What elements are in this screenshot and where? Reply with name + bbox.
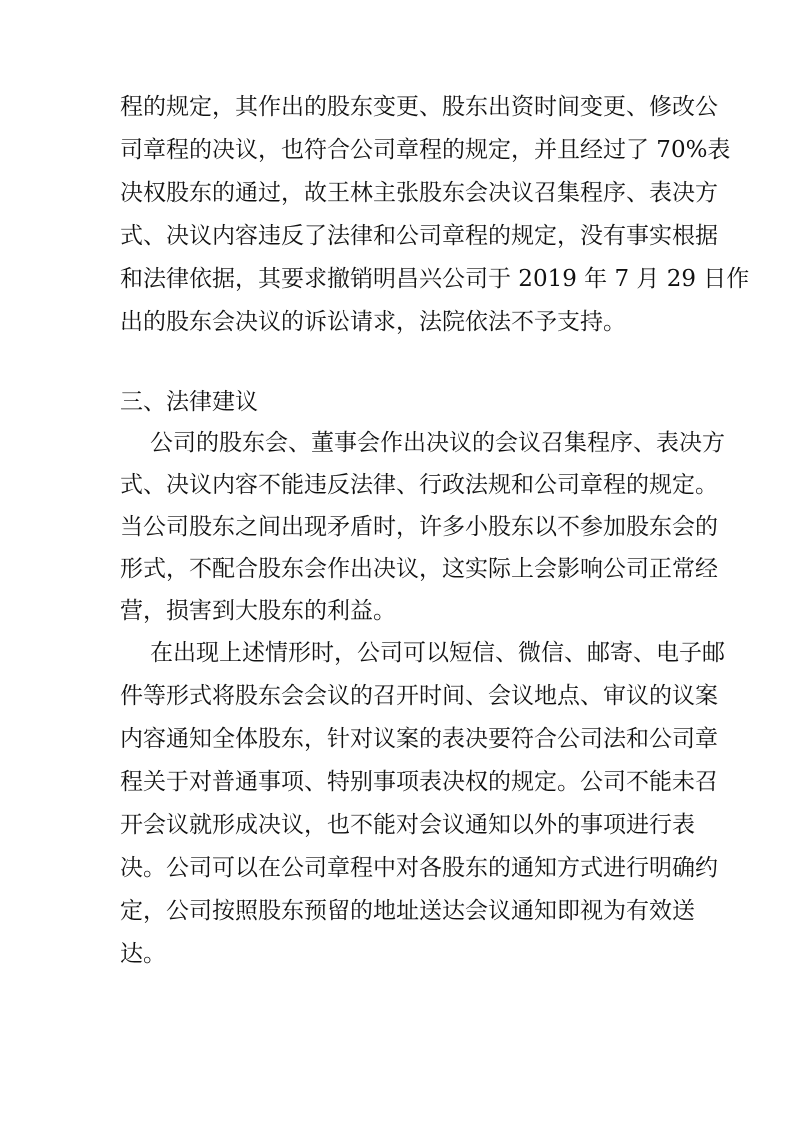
paragraph-1-line-6: 出的股东会决议的诉讼请求，法院依法不予支持。 [120, 309, 626, 335]
paragraph-2-line-1: 公司的股东会、董事会作出决议的会议召集程序、表决方 [150, 430, 725, 456]
paragraph-1-line-5: 和法律依据，其要求撤销明昌兴公司于 2019 年 7 月 29 日作 [120, 266, 750, 292]
paragraph-3-line-4: 程关于对普通事项、特别事项表决权的规定。公司不能未召 [120, 769, 718, 795]
paragraph-1-line-4: 式、决议内容违反了法律和公司章程的规定，没有事实根据 [120, 223, 718, 249]
paragraph-2-line-5: 营，损害到大股东的利益。 [120, 598, 396, 624]
paragraph-3-line-8: 达。 [120, 941, 166, 967]
paragraph-3-line-2: 件等形式将股东会会议的召开时间、会议地点、审议的议案 [120, 683, 718, 709]
section-heading: 三、法律建议 [120, 389, 258, 415]
paragraph-2-line-2: 式、决议内容不能违反法律、行政法规和公司章程的规定。 [120, 472, 718, 498]
paragraph-3-line-7: 定，公司按照股东预留的地址送达会议通知即视为有效送 [120, 898, 695, 924]
paragraph-1-line-3: 决权股东的通过，故王林主张股东会决议召集程序、表决方 [120, 180, 718, 206]
paragraph-3-line-3: 内容通知全体股东，针对议案的表决要符合公司法和公司章 [120, 726, 718, 752]
paragraph-3-line-1: 在出现上述情形时，公司可以短信、微信、邮寄、电子邮 [150, 640, 725, 666]
paragraph-2-line-3: 当公司股东之间出现矛盾时，许多小股东以不参加股东会的 [120, 514, 718, 540]
paragraph-1-line-2: 司章程的决议，也符合公司章程的规定，并且经过了 70%表 [120, 137, 731, 163]
paragraph-3-line-6: 决。公司可以在公司章程中对各股东的通知方式进行明确约 [120, 855, 718, 881]
paragraph-2-line-4: 形式，不配合股东会作出决议，这实际上会影响公司正常经 [120, 556, 718, 582]
paragraph-3-line-5: 开会议就形成决议，也不能对会议通知以外的事项进行表 [120, 812, 695, 838]
paragraph-1-line-1: 程的规定，其作出的股东变更、股东出资时间变更、修改公 [120, 94, 718, 120]
